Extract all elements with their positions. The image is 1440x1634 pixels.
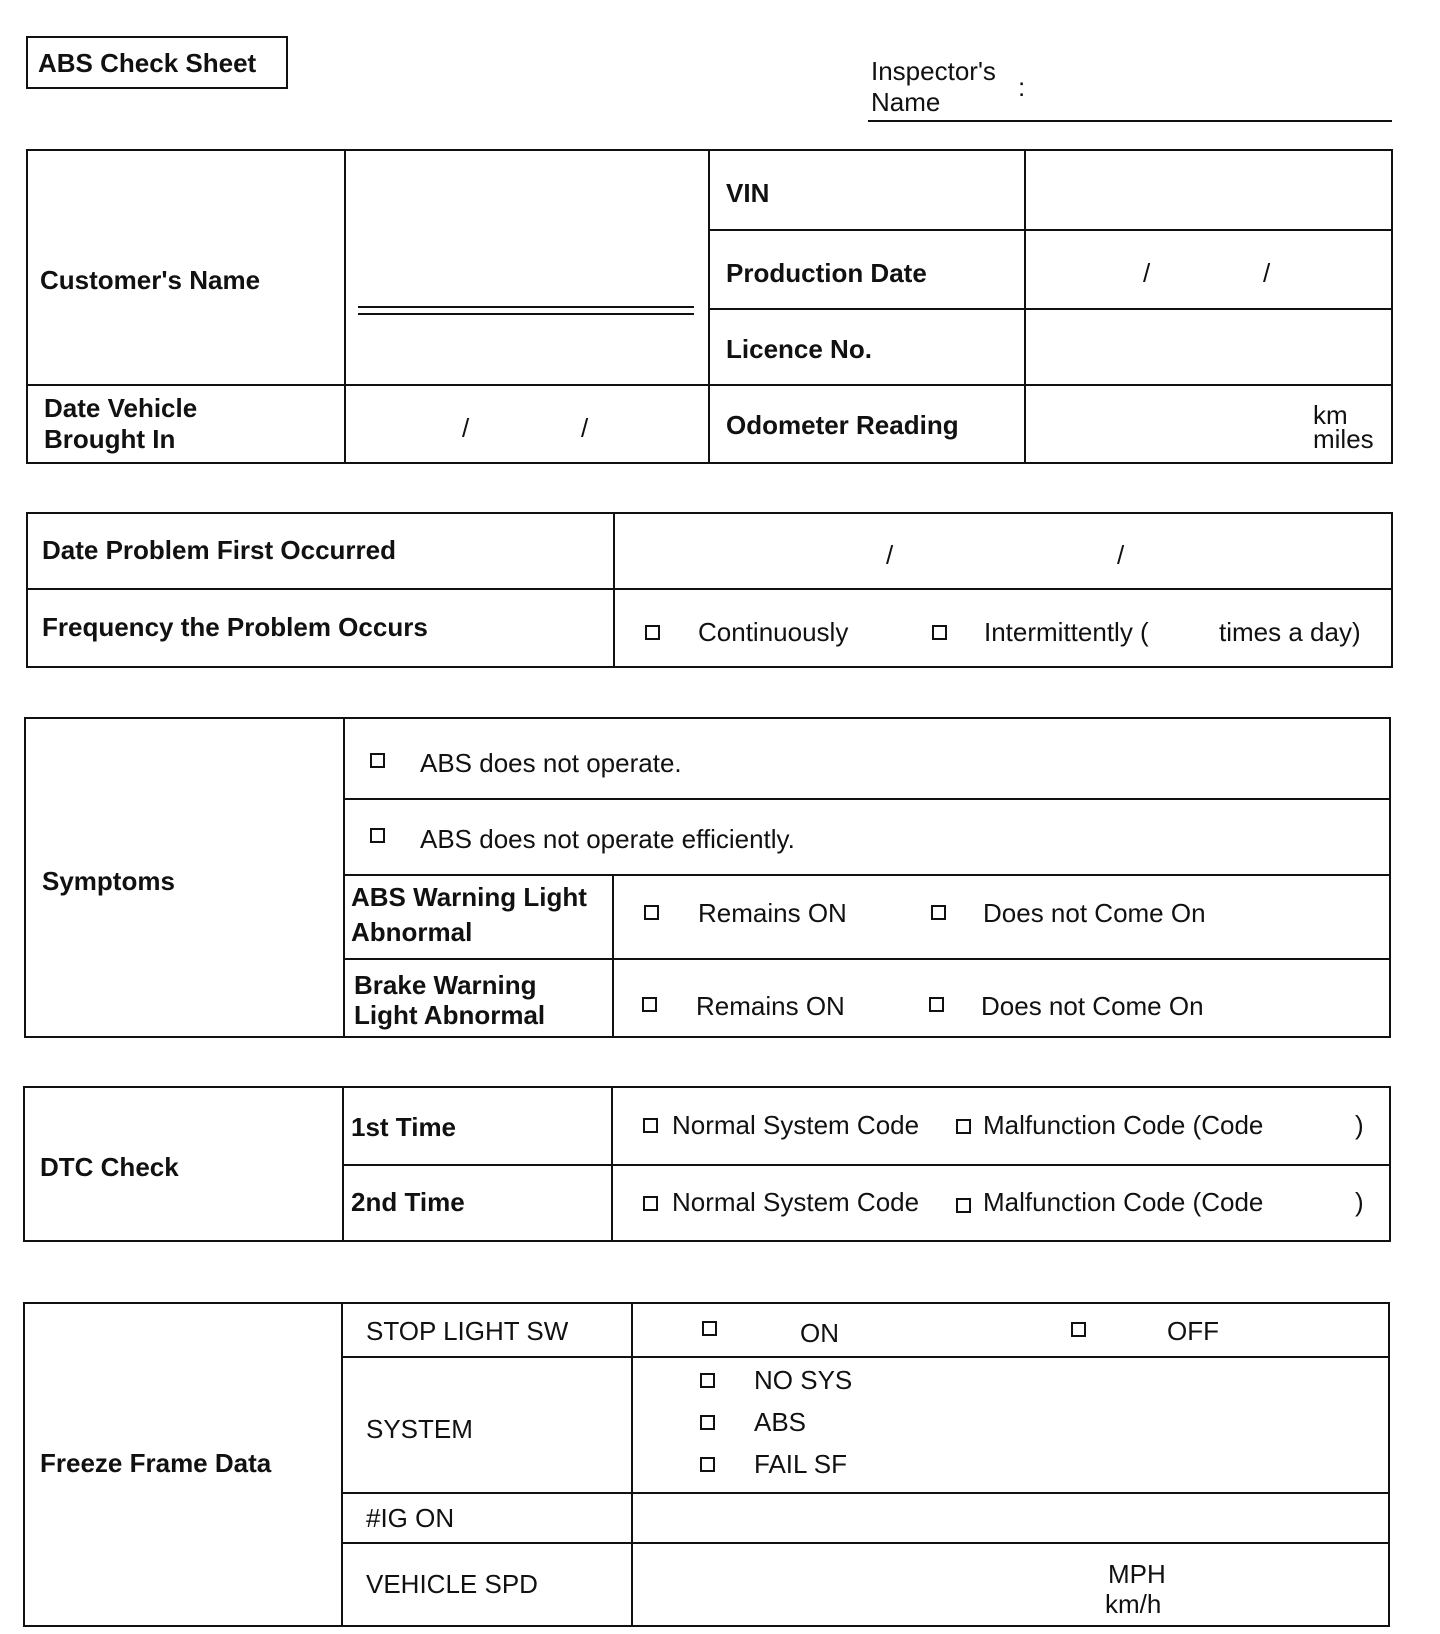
ig-on-label: #IG ON xyxy=(366,1503,455,1533)
vehicle-spd-unit-mph: MPH xyxy=(1108,1559,1166,1589)
system-no-sys-checkbox[interactable] xyxy=(700,1373,715,1388)
system-options-cell xyxy=(631,1356,1390,1494)
system-fail-sf-checkbox[interactable] xyxy=(700,1457,715,1472)
stop-light-off-checkbox[interactable] xyxy=(1071,1322,1086,1337)
intermittently-label: Intermittently ( xyxy=(984,617,1149,647)
first-occurred-slash-1: / xyxy=(886,540,894,570)
inspector-label-line1: Inspector's xyxy=(871,56,996,86)
date-brought-slash-2: / xyxy=(581,413,589,443)
stop-light-on-label: ON xyxy=(800,1318,839,1348)
intermittently-checkbox[interactable] xyxy=(932,625,947,640)
odometer-unit-km: km xyxy=(1313,400,1348,430)
date-brought-label-line2: Brought In xyxy=(44,424,176,454)
page-title: ABS Check Sheet xyxy=(38,48,257,78)
stop-light-options-cell xyxy=(631,1302,1390,1358)
vehicle-spd-field[interactable] xyxy=(631,1542,1390,1627)
dtc-second-time-label: 2nd Time xyxy=(351,1187,465,1217)
abs-light-label-line2: Abnormal xyxy=(351,917,473,947)
symptom-opt1-label: ABS does not operate. xyxy=(420,748,682,778)
system-abs-label: ABS xyxy=(754,1407,807,1437)
production-date-field[interactable] xyxy=(1024,229,1393,310)
continuously-checkbox[interactable] xyxy=(645,625,660,640)
abs-light-label-line1: ABS Warning Light xyxy=(351,882,587,912)
vehicle-spd-label: VEHICLE SPD xyxy=(366,1569,538,1599)
stop-light-off-label: OFF xyxy=(1167,1316,1219,1346)
vin-label: VIN xyxy=(726,178,770,208)
abs-light-remains-on-checkbox[interactable] xyxy=(644,905,659,920)
licence-label: Licence No. xyxy=(726,334,872,364)
stop-light-on-checkbox[interactable] xyxy=(702,1321,717,1336)
brake-light-label-line2: Light Abnormal xyxy=(354,1000,546,1030)
symptom-opt1-checkbox[interactable] xyxy=(370,753,385,768)
customer-name-label: Customer's Name xyxy=(40,265,261,295)
symptom-opt2-label: ABS does not operate efficiently. xyxy=(420,824,795,854)
abs-light-does-not-come-on-label: Does not Come On xyxy=(983,898,1206,928)
date-brought-label-line1: Date Vehicle xyxy=(44,393,198,423)
odometer-unit-miles: miles xyxy=(1313,424,1374,454)
dtc-first-normal-checkbox[interactable] xyxy=(643,1118,658,1133)
continuously-label: Continuously xyxy=(698,617,849,647)
inspector-label-line2: Name xyxy=(871,87,941,117)
ig-on-field[interactable] xyxy=(631,1492,1390,1544)
inspector-name-line[interactable] xyxy=(868,120,1392,122)
brake-light-does-not-come-on-label: Does not Come On xyxy=(981,991,1204,1021)
customer-name-double-line xyxy=(358,306,694,315)
brake-light-does-not-come-on-checkbox[interactable] xyxy=(929,997,944,1012)
odometer-label: Odometer Reading xyxy=(726,410,959,440)
dtc-second-malfunction-label: Malfunction Code (Code xyxy=(983,1187,1264,1217)
system-abs-checkbox[interactable] xyxy=(700,1415,715,1430)
dtc-first-time-label: 1st Time xyxy=(351,1112,457,1142)
first-occurred-label: Date Problem First Occurred xyxy=(42,535,396,565)
symptoms-label: Symptoms xyxy=(42,866,175,896)
dtc-second-normal-checkbox[interactable] xyxy=(643,1196,658,1211)
dtc-first-normal-label: Normal System Code xyxy=(672,1110,920,1140)
abs-light-remains-on-label: Remains ON xyxy=(698,898,847,928)
freeze-frame-label: Freeze Frame Data xyxy=(40,1448,272,1478)
abs-light-does-not-come-on-checkbox[interactable] xyxy=(931,905,946,920)
brake-light-label-line1: Brake Warning xyxy=(354,970,537,1000)
production-date-label: Production Date xyxy=(726,258,927,288)
brake-light-remains-on-checkbox[interactable] xyxy=(642,997,657,1012)
system-label: SYSTEM xyxy=(366,1414,473,1444)
stop-light-label: STOP LIGHT SW xyxy=(366,1316,569,1346)
inspector-colon: : xyxy=(1018,72,1026,102)
production-date-slash-1: / xyxy=(1143,258,1151,288)
times-a-day-label: times a day) xyxy=(1219,617,1361,647)
dtc-second-close-paren: ) xyxy=(1355,1187,1364,1217)
date-brought-slash-1: / xyxy=(462,413,470,443)
symptom-opt2-checkbox[interactable] xyxy=(370,828,385,843)
dtc-label: DTC Check xyxy=(40,1152,179,1182)
first-occurred-slash-2: / xyxy=(1117,540,1125,570)
dtc-second-malfunction-checkbox[interactable] xyxy=(956,1198,971,1213)
licence-field[interactable] xyxy=(1024,308,1393,386)
dtc-second-normal-label: Normal System Code xyxy=(672,1187,920,1217)
date-brought-field[interactable] xyxy=(344,384,710,464)
dtc-first-malfunction-checkbox[interactable] xyxy=(956,1119,971,1134)
customer-name-field[interactable] xyxy=(344,149,710,386)
system-no-sys-label: NO SYS xyxy=(754,1365,853,1395)
system-fail-sf-label: FAIL SF xyxy=(754,1449,847,1479)
brake-light-remains-on-label: Remains ON xyxy=(696,991,845,1021)
vin-field[interactable] xyxy=(1024,149,1393,231)
production-date-slash-2: / xyxy=(1263,258,1271,288)
dtc-first-close-paren: ) xyxy=(1355,1110,1364,1140)
frequency-label: Frequency the Problem Occurs xyxy=(42,612,428,642)
title-box xyxy=(26,36,288,89)
first-occurred-field[interactable] xyxy=(613,512,1393,590)
dtc-first-malfunction-label: Malfunction Code (Code xyxy=(983,1110,1264,1140)
vehicle-spd-unit-kmh: km/h xyxy=(1105,1589,1162,1619)
